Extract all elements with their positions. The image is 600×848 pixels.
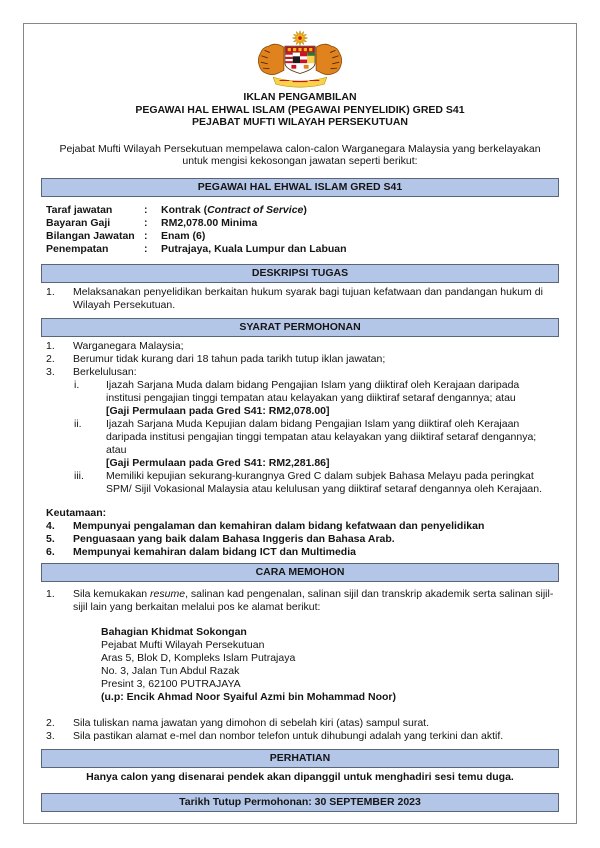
malaysia-coat-of-arms-icon: [244, 30, 356, 88]
list-item-text: [73, 588, 559, 614]
detail-value-post: ): [303, 203, 307, 216]
list-item-text: Mempunyai pengalaman dan kemahiran dalam bidang kefatwaan dan penyelidikan: [73, 519, 485, 532]
list-item: [46, 717, 559, 730]
list-item-number: 3.: [46, 729, 55, 742]
perhatian-note: Hanya calon yang disenarai pendek akan dipanggil untuk menghadiri sesi temu duga.: [86, 770, 514, 783]
list-item-number: 1.: [46, 339, 55, 352]
list-item-text: Melaksanakan penyelidikan berkaitan hukum syarak bagi tujuan kefatwaan dan pandangan hukum di Wilayah Persekutuan.: [73, 285, 543, 311]
detail-row-penempatan: [46, 243, 559, 256]
list-item-text: Warganegara Malaysia;: [73, 339, 184, 352]
detail-label: Penempatan: [46, 242, 109, 255]
detail-value: [161, 204, 559, 217]
list-item-text: Berumur tidak kurang dari 18 tahun pada tarikh tutup iklan jawatan;: [73, 352, 386, 365]
list-item-number: 2.: [46, 352, 55, 365]
list-item: [46, 588, 559, 614]
list-item-text: Penguasaan yang baik dalam Bahasa Inggeris dan Bahasa Arab.: [73, 532, 395, 545]
list-item-number: 5.: [46, 532, 55, 545]
list-item: [46, 730, 559, 743]
list-item-number: 1.: [46, 587, 55, 600]
list-item-text: Berkelulusan:: [73, 365, 137, 378]
document-title-block: [41, 91, 559, 129]
sub-list-item: [46, 470, 559, 496]
intro-paragraph: Pejabat Mufti Wilayah Persekutuan mempelawa calon-calon Warganegara Malaysia yang berkelayakan untuk mengisi kekosongan jawatan seperti berikut:: [59, 142, 541, 167]
list-item: [46, 353, 559, 366]
address-line: Pejabat Mufti Wilayah Persekutuan: [101, 638, 265, 651]
title-line-2: PEGAWAI HAL EHWAL ISLAM (PEGAWAI PENYELIDIK) GRED S41: [135, 103, 465, 116]
detail-colon: :: [144, 229, 148, 242]
sub-item-number: iii.: [74, 469, 84, 482]
list-item-number: 3.: [46, 365, 55, 378]
keutamaan-heading: Keutamaan:: [46, 506, 107, 519]
mailing-address-block: [101, 626, 559, 704]
cara-memohon-list-continued: [41, 717, 559, 743]
job-details-table: [41, 204, 559, 256]
list-item-text: Sila pastikan alamat e-mel dan nombor telefon untuk dihubungi adalah yang terkini dan aktif.: [73, 729, 504, 742]
cara-memohon-list: [41, 588, 559, 614]
gaji-permulaan-line: [Gaji Permulaan pada Gred S41: RM2,078.00]: [106, 404, 330, 417]
list-item: [46, 340, 559, 353]
gaji-permulaan-line: [Gaji Permulaan pada Gred S41: RM2,281.86]: [106, 456, 330, 469]
list-item: [46, 533, 559, 546]
sub-list-item: [46, 379, 559, 418]
sub-item-text: [106, 379, 559, 418]
sub-list-item: [46, 418, 559, 470]
list-item-number: 2.: [46, 716, 55, 729]
detail-value-pre: Kontrak (: [161, 203, 208, 216]
list-item: [46, 546, 559, 559]
sub-item-body: Ijazah Sarjana Muda Kepujian dalam bidang Pengajian Islam yang diiktiraf oleh Kerajaan daripada institusi pengajian tinggi tempatan atau kelayakan yang diiktiraf setaraf dengannya; atau: [106, 417, 537, 456]
list-item: [46, 286, 559, 312]
section-banner-perhatian: PERHATIAN: [41, 749, 559, 768]
item-text-italic: resume: [150, 587, 186, 600]
list-item-number: 1.: [46, 285, 55, 298]
document-border-frame: [23, 23, 577, 824]
item-text-pre: Sila kemukakan: [73, 587, 151, 600]
address-line: Aras 5, Blok D, Kompleks Islam Putrajaya: [101, 651, 296, 664]
list-item-number: 4.: [46, 519, 55, 532]
detail-value-italic: Contract of Service: [207, 203, 304, 216]
detail-row-taraf: [46, 204, 559, 217]
title-line-1: IKLAN PENGAMBILAN: [243, 91, 357, 103]
detail-value: Enam (6): [161, 229, 206, 242]
detail-colon: :: [144, 203, 148, 216]
detail-label: Bayaran Gaji: [46, 216, 111, 229]
sub-item-text: [106, 418, 559, 470]
deskripsi-tugas-list: [41, 286, 559, 312]
detail-row-gaji: [46, 217, 559, 230]
detail-value: RM2,078.00 Minima: [161, 216, 258, 229]
sub-item-number: ii.: [74, 417, 82, 430]
sub-item-text: Memiliki kepujian sekurang-kurangnya Gred C dalam subjek Bahasa Melayu pada peringkat SPM/ Sijil Vokasional Malaysia atau kelulusan yang diiktiraf setaraf dengannya oleh Kerajaan.: [106, 469, 543, 495]
section-banner-deskripsi-tugas: DESKRIPSI TUGAS: [41, 264, 559, 283]
sub-item-body: Ijazah Sarjana Muda dalam bidang Pengajian Islam yang diiktiraf oleh Kerajaan daripada institusi pengajian tinggi tempatan atau kelayakan yang diiktiraf setaraf dengannya; atau: [106, 378, 520, 404]
item-text-post: , salinan kad pengenalan, salinan sijil dan transkrip akademik serta salinan sijil-sijil lain yang berkaitan melalui pos ke alamat berikut:: [73, 587, 554, 613]
section-banner-syarat-permohonan: SYARAT PERMOHONAN: [41, 318, 559, 337]
detail-value: Putrajaya, Kuala Lumpur dan Labuan: [161, 242, 347, 255]
detail-row-bilangan: [46, 230, 559, 243]
sub-item-number: i.: [74, 378, 80, 391]
title-line-3: PEJABAT MUFTI WILAYAH PERSEKUTUAN: [191, 116, 409, 128]
detail-colon: :: [144, 242, 148, 255]
list-item-text: Mempunyai kemahiran dalam bidang ICT dan Multimedia: [73, 545, 356, 558]
address-line: Presint 3, 62100 PUTRAJAYA: [101, 677, 241, 690]
section-banner-cara-memohon: CARA MEMOHON: [41, 563, 559, 582]
position-banner: PEGAWAI HAL EHWAL ISLAM GRED S41: [41, 178, 559, 197]
closing-date-banner: Tarikh Tutup Permohonan: 30 SEPTEMBER 2023: [41, 793, 559, 812]
detail-label: Bilangan Jawatan: [46, 229, 135, 242]
detail-colon: :: [144, 216, 148, 229]
list-item-number: 6.: [46, 545, 55, 558]
list-item: [46, 366, 559, 379]
keutamaan-list: [41, 520, 559, 559]
list-item-text: Sila tuliskan nama jawatan yang dimohon di sebelah kiri (atas) sampul surat.: [73, 716, 430, 729]
list-item: [46, 520, 559, 533]
address-line: No. 3, Jalan Tun Abdul Razak: [101, 664, 240, 677]
syarat-permohonan-list: [41, 340, 559, 496]
address-line: Bahagian Khidmat Sokongan: [101, 625, 247, 638]
address-attention-line: (u.p: Encik Ahmad Noor Syaiful Azmi bin Mohammad Noor): [101, 690, 396, 703]
detail-label: Taraf jawatan: [46, 203, 113, 216]
